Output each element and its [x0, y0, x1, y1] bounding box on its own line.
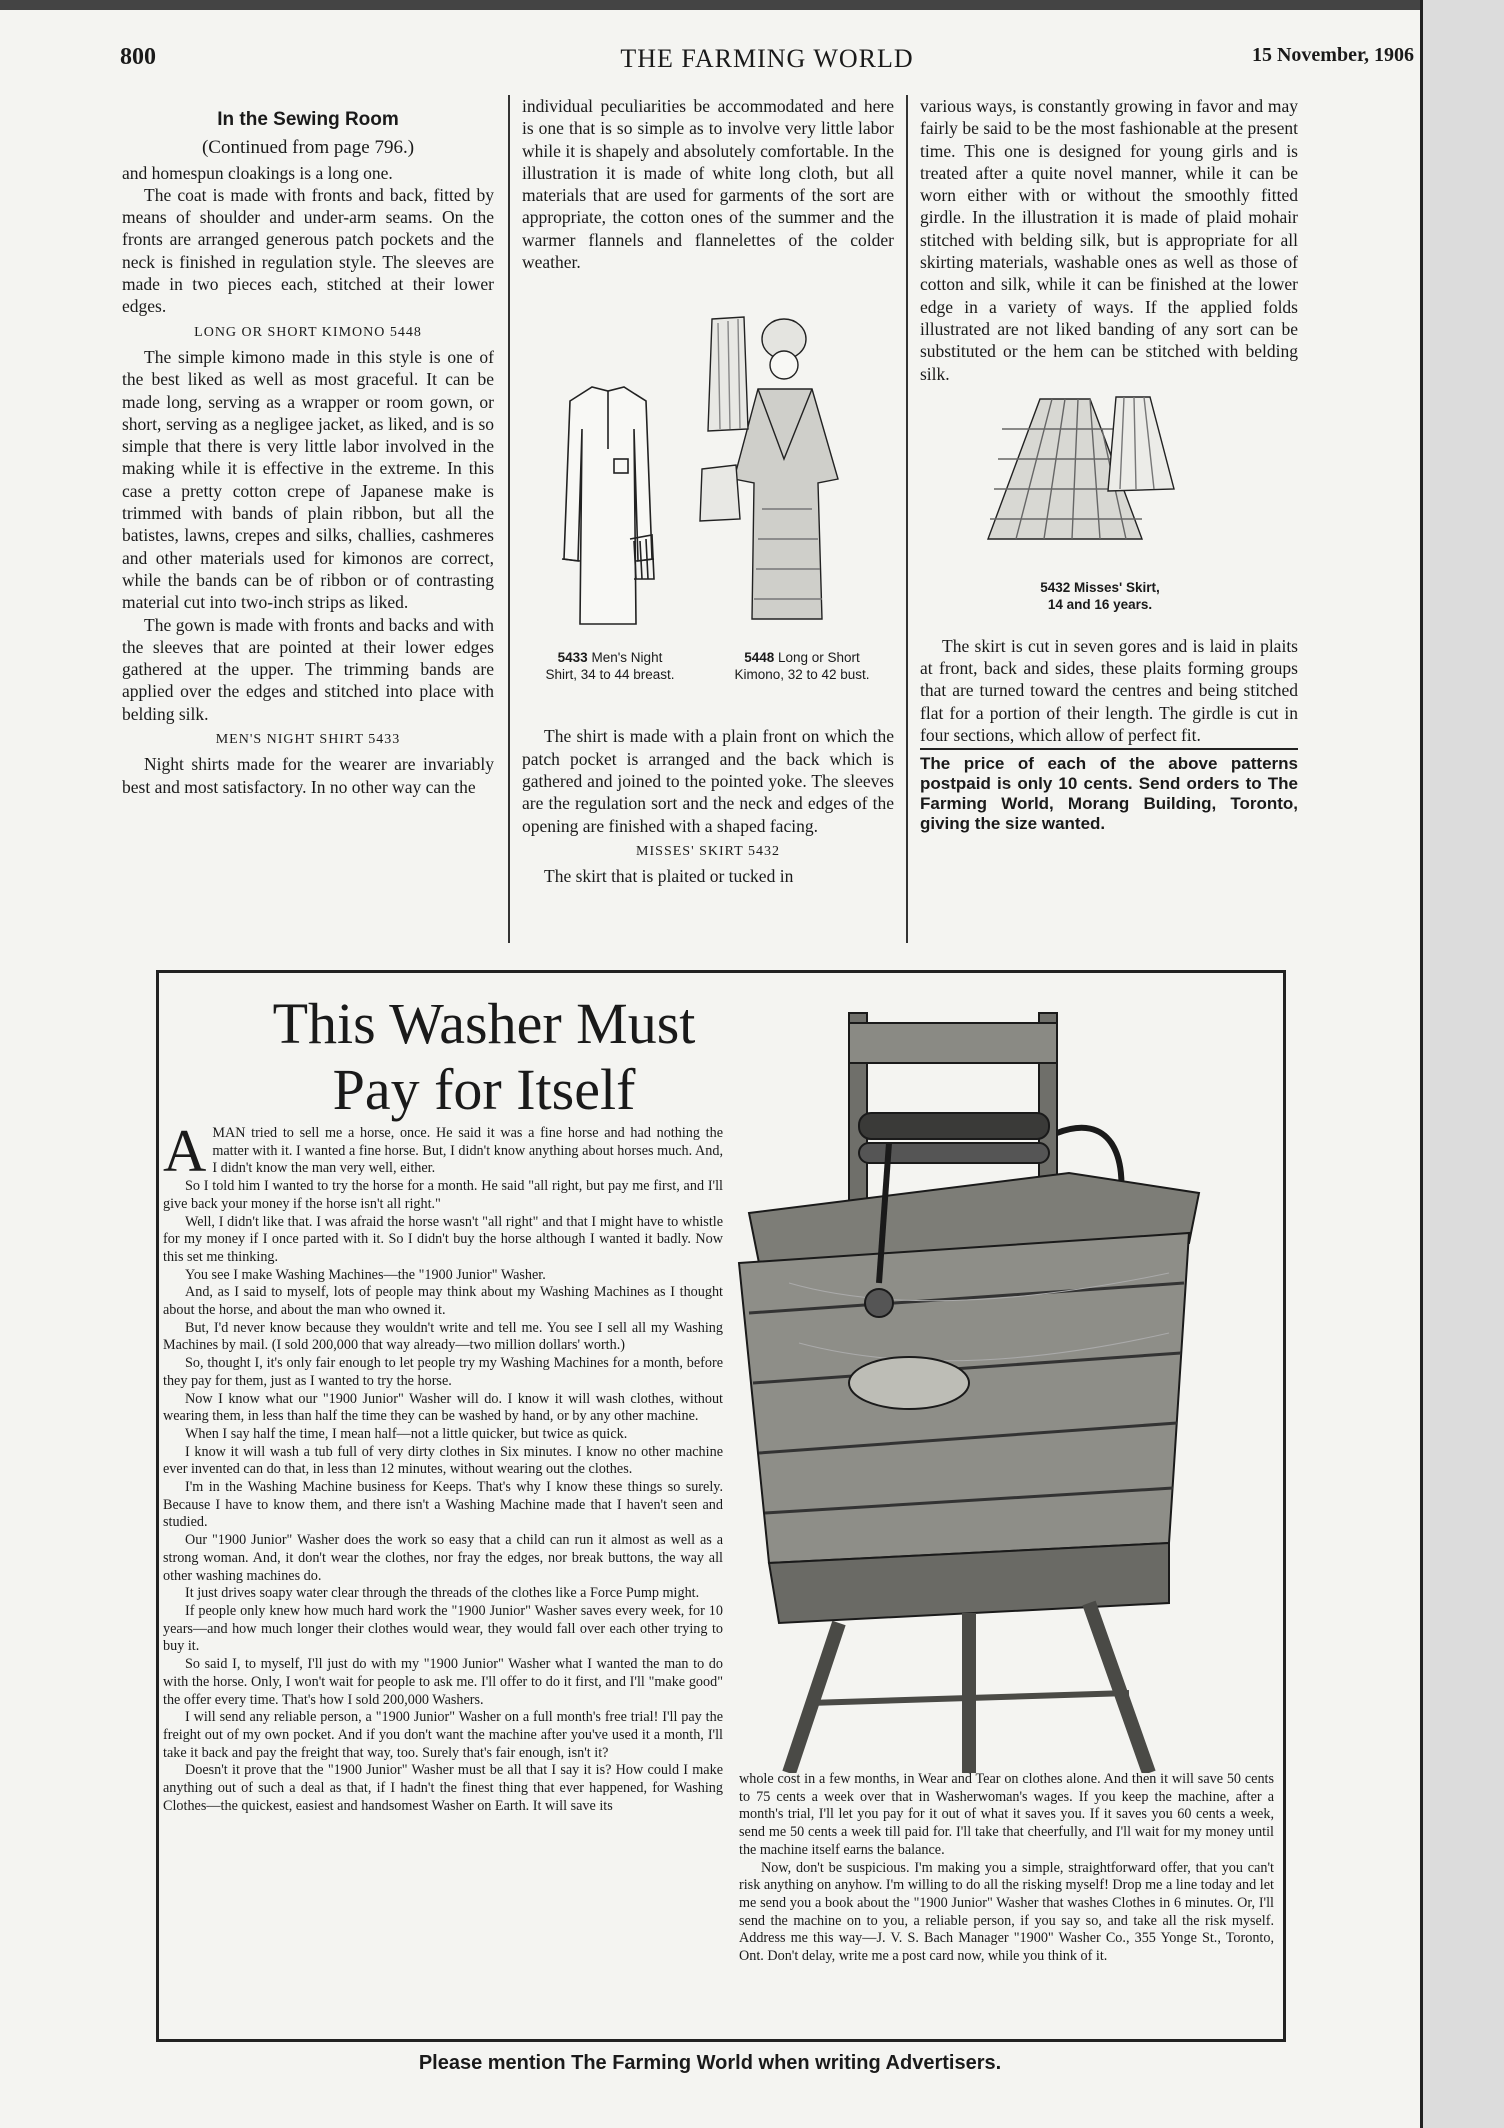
caption-text: 5432 Misses' Skirt, — [1040, 579, 1160, 595]
ad-paragraph: And, as I said to myself, lots of people may think about my Washing Machines as I thought about the horse, and about the man who owned it. — [163, 1284, 723, 1319]
adjacent-page-edge — [1420, 0, 1504, 2128]
caption-text: Long or Short — [778, 650, 860, 666]
ad-paragraph: I'm in the Washing Machine business for Keeps. That's why I know these things so surely. Because I have to know them, and there isn't a Washing Machine made that I haven't seen and studied. — [163, 1479, 723, 1531]
figure-caption-skirt — [990, 579, 1210, 613]
ad-headline-line: Pay for Itself — [332, 1057, 636, 1122]
ad-paragraph: I know it will wash a tub full of very dirty clothes in Six minutes. I know no other machine ever invented can do that, in less than 12 minutes, without wearing out the clothes. — [163, 1443, 723, 1478]
subheading: LONG OR SHORT KIMONO 5448 — [194, 324, 422, 340]
pattern-number: 5448 — [744, 650, 775, 666]
pattern-order-notice: The price of each of the above patterns postpaid is only 10 cents. Send orders to The Farming World, Morang Building, Toronto, giving the size wanted. — [920, 754, 1298, 834]
paragraph: various ways, is constantly growing in favor and may fairly be said to be the most fashionable at the present time. This one is designed for young girls and is treated after a quite novel manner, while it can be worn either with or without the smoothly fitted girdle. In the illustration it is made of plaid mohair stitched with belding silk, but is appropriate for all skirting materials, washable ones as well as those of cotton and silk, while it can be finished at the lower edge in a variety of ways. If the applied folds illustrated are not liked banding of any sort can be substituted or the hem can be stitched with belding silk. — [920, 96, 1298, 384]
paragraph: The skirt that is plaited or tucked in — [544, 866, 794, 887]
ad-paragraph: You see I make Washing Machines—the "1900 Junior" Washer. — [185, 1266, 546, 1283]
ad-paragraph: When I say half the time, I mean half—not a little quicker, but twice as quick. — [185, 1425, 628, 1442]
ad-paragraph: But, I'd never know because they wouldn't write and tell me. You see I sell all my Washing Machines by mail. (I sold 200,000 that way already—two million dollars' worth.) — [163, 1319, 723, 1354]
washing-machine-illustration — [729, 983, 1229, 1773]
column-rule — [508, 95, 510, 943]
ad-paragraph: I will send any reliable person, a "1900 Junior" Washer on a full month's free trial! I'll pay the freight out of my own pocket. And if you don't want the machine after you've used it a month, I'll take it back and pay the freight that way, too. Surely that's fair enough, isn't it? — [163, 1709, 723, 1761]
ad-headline — [179, 991, 789, 1123]
paragraph: Night shirts made for the wearer are invariably best and most satisfactory. In no other way can the — [122, 754, 494, 797]
footer-notice: Please mention The Farming World when writing Advertisers. — [418, 2052, 1002, 2074]
paragraph: and homespun cloakings is a long one. — [122, 162, 393, 183]
ad-body-left — [163, 1118, 723, 1815]
caption-text: Men's Night — [591, 650, 663, 666]
paragraph: The gown is made with fronts and backs and with the sleeves that are pointed at their lower edges gathered at the upper. The trimming bands are applied over the edges and stitched into place with belding silk. — [122, 614, 494, 724]
ad-paragraph: So said I, to myself, I'll just do with my "1900 Junior" Washer what I wanted the man to do with the horse. Only, I won't wait for people to ask me. I'll offer to do it first, and I'll "make good" the offer every time. That's how I sold 200,000 Washers. — [163, 1656, 723, 1708]
paragraph: The simple kimono made in this style is one of the best liked as well as most graceful. It can be made long, serving as a wrapper or room gown, or short, serving as a negligee jacket, as liked, and is so simple that there is very little labor involved in the making while it is effective in the extreme. In this case a pretty cotton crepe of Japanese make is trimmed with bands of plain ribbon, but all the batistes, lawns, crepes and silks, challies, cashmeres and other materials used for kimonos are correct, while the bands can be of ribbon or of contrasting material cut into two-inch strips as liked. — [122, 346, 494, 613]
ad-body-right — [739, 1771, 1274, 1966]
ad-paragraph: Now I know what our "1900 Junior" Washer will do. I know it will wash clothes, without wearing them, in less than half the time they can be washed by hand, or by any other machine. — [163, 1390, 723, 1425]
paragraph: The shirt is made with a plain front on which the patch pocket is arranged and the back which is gathered and joined to the pointed yoke. The sleeves are the regulation sort and the neck and edges of the opening are finished with a shaped facing. — [522, 726, 894, 836]
column-rule — [906, 95, 908, 943]
divider — [920, 748, 1298, 750]
paragraph: The skirt is cut in seven gores and is laid in plaits at front, back and sides, these plaits forming groups that are turned toward the centres and being stitched flat for a portion of their length. The girdle is cut in four sections, which allow of perfect fit. — [920, 635, 1298, 746]
page-number: 800 — [120, 44, 156, 70]
figure-caption-kimono — [712, 649, 892, 683]
figure-caption-nightshirt — [530, 649, 690, 683]
ad-paragraph: Our "1900 Junior" Washer does the work so easy that a child can run it almost as well as a strong woman. And, it don't wear the clothes, nor fray the edges, nor break buttons, the way all other washing machines do. — [163, 1532, 723, 1584]
ad-paragraph: Well, I didn't like that. I was afraid the horse wasn't "all right" and that I might have to whistle for my money if I once parted with it. So I didn't buy the horse although I wanted it badly. Now this set me thinking. — [163, 1213, 723, 1265]
skirt-illustration — [920, 389, 1298, 579]
ad-paragraph: MAN tried to sell me a horse, once. He said it was a fine horse and had nothing the matter with it. I wanted a fine horse. But, I didn't know anything about horses much. And, I didn't know the man very well, either. — [212, 1125, 723, 1177]
page-header — [120, 44, 1414, 84]
ad-paragraph: It just drives soapy water clear through the threads of the clothes like a Force Pump might. — [185, 1585, 700, 1602]
ad-headline-line: This Washer Must — [272, 991, 696, 1056]
caption-text: Shirt, 34 to 44 breast. — [545, 667, 675, 683]
washer-advertisement — [156, 970, 1286, 2042]
paragraph: individual peculiarities be accommodated and here is one that is so simple as to involve very little labor while it is shapely and absolutely comfortable. In the illustration it is made of white long cloth, but all materials that are used for garments of the sort are appropriate, the cotton ones of the summer and the warmer flannels and flannelettes of the colder weather. — [522, 96, 894, 273]
section-heading: In the Sewing Room — [217, 109, 399, 130]
ad-paragraph: So I told him I wanted to try the horse for a month. He said "all right, but pay me first, and I'll give back your money if the horse isn't all right." — [163, 1178, 723, 1212]
ad-paragraph: If people only knew how much hard work the "1900 Junior" Washer saves every week, for 10 years—and how much longer their clothes would wear, they would fall over each other trying to buy it. — [163, 1602, 723, 1655]
subheading: MEN'S NIGHT SHIRT 5433 — [215, 732, 401, 748]
ad-paragraph: whole cost in a few months, in Wear and Tear on clothes alone. And then it will save 50 cents to 75 cents a week over that in Washerwoman's wages. If you keep the machine, after a month's trial, I'll let you pay for it out of what it saves you. If it saves you 60 cents a week, send me 50 cents a week till paid for. I'll take that cheerfully, and I'll wait for my money until the machine itself earns the balance. — [739, 1771, 1274, 1858]
column-1 — [122, 95, 494, 798]
pattern-number: 5433 — [557, 650, 588, 666]
skirt-illustration-block — [920, 389, 1298, 629]
ad-paragraph: So, thought I, it's only fair enough to let people try my Washing Machines for a month, before they pay for them, just as I wanted to try the horse. — [163, 1355, 723, 1389]
publication-title: THE FARMING WORLD — [620, 44, 914, 73]
continued-note: (Continued from page 796.) — [201, 137, 415, 159]
issue-date: 15 November, 1906 — [1251, 44, 1414, 66]
caption-text: 14 and 16 years. — [1047, 596, 1153, 612]
ad-paragraph: Now, don't be suspicious. I'm making you a simple, straightforward offer, that you can't risk anything on anyhow. I'm willing to do all the risking myself! Drop me a line today and let me send you a book about the "1900 Junior" Washer that washes Clothes in 6 minutes. Or, I'll send the machine on to you, a reliable person, if you say so, and take all the risk myself. Address me this way—J. V. S. Bach Manager "1900" Washer Co., 355 Yonge St., Toronto, Ont. Don't delay, write me a post card now, while you think of it. — [739, 1859, 1274, 1965]
paragraph: The coat is made with fronts and back, fitted by means of shoulder and under-arm seams. On the fronts are arranged generous patch pockets and the neck is finished in regulation style. The sleeves are made in two pieces each, stitched at their lower edges. — [122, 184, 494, 317]
drop-cap: A — [163, 1118, 207, 1184]
caption-text: Kimono, 32 to 42 bust. — [734, 667, 870, 683]
ad-paragraph: Doesn't it prove that the "1900 Junior" Washer must be all that I say it is? How could I make anything out of such a deal as that, if I hadn't the finest thing that ever happened, for Washing Clothes—the quickest, easiest and handsomest Washer on Earth. It will save its — [163, 1762, 723, 1814]
pattern-illustrations — [522, 279, 894, 715]
column-2 — [522, 95, 894, 887]
nightshirt-kimono-illustration — [522, 279, 894, 649]
subheading: MISSES' SKIRT 5432 — [636, 843, 780, 859]
column-3 — [920, 95, 1298, 834]
scan-top-edge — [0, 0, 1504, 10]
